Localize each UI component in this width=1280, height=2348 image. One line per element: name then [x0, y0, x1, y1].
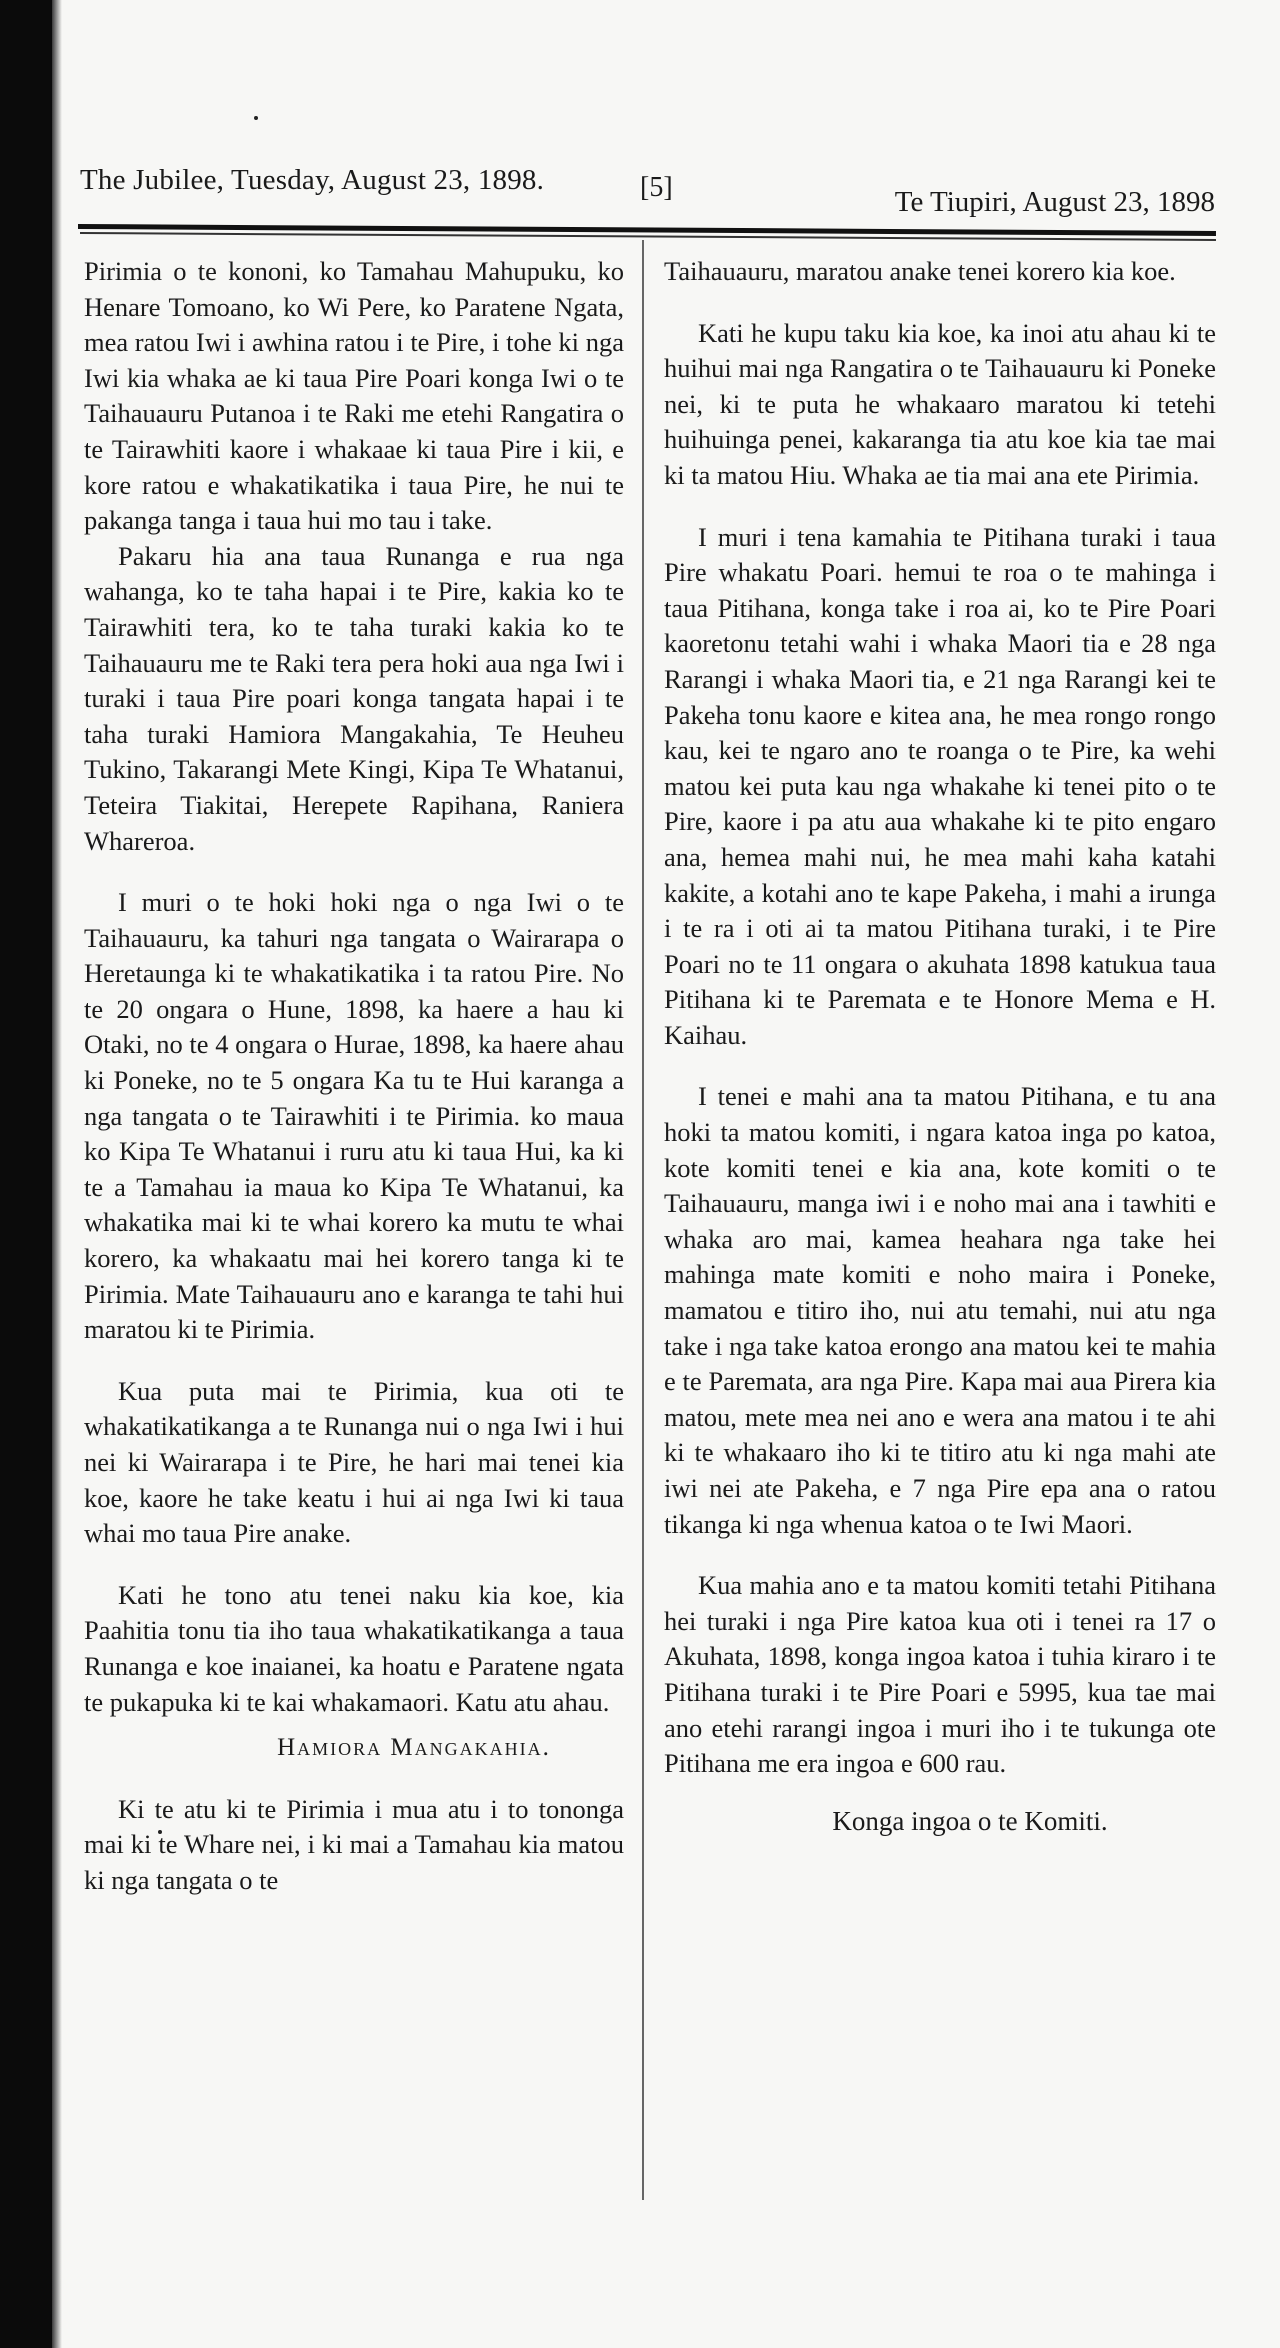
header-maori-title: Te Tiupiri, August 23, 1898 [894, 186, 1215, 218]
signature-line: Hamiora Mangakahia. [277, 1734, 551, 1762]
article-paragraph: Kua puta mai te Pirimia, kua oti te whakatikatikanga a te Runanga nui o nga Iwi i hui nei ki Wairarapa i te Pire, he hari mai tenei kia koe, kaore he take keatu i hui ai nga Iwi ki taua whai mo taua Pire anake. [84, 1375, 624, 1549]
closing-line: Konga ingoa o te Komiti. [832, 1805, 1108, 1836]
article-paragraph: I muri i tena kamahia te Pitihana turaki i taua Pire whakatu Poari. hemui te roa o te mahinga i taua Pitihana, konga take i roa ai, ko te Pire Poari kaoretonu tetahi wahi i whaka Maori tia e 28 nga Rarangi i whaka Maori tia, e 21 nga Rarangi kei te Pakeha tonu kaore e kitea ana, he mea rongo rongo kau, kei te ngaro ano te roanga o te Pire, ka wehi matou kei puta kau nga whakahe ki tenei pito o te Pire, kaore i pa atu aua whakahe ki te pito engaro ana, hemea mahi nui, he mea mahi kaha katahi kakite, a kotahi ano te kape Pakeha, i mahi a irunga i te ra i oti ai ta matou Pitihana turaki, i te Pire Poari no te 11 ongara o akuhata 1898 katukua taua Pitihana ki te Paremata e te Honore Mema e H. Kaihau. [664, 521, 1216, 1050]
header-english-title: The Jubilee, Tuesday, August 23, 1898. [80, 164, 545, 196]
article-paragraph: Pirimia o te kononi, ko Tamahau Mahupuku, ko Henare Tomoano, ko Wi Pere, ko Paratene Ngata, mea ratou Iwi i awhina ratou i te Pire, i tohe ki nga Iwi kia whaka ae ki taua Pire Poari konga Iwi o te Taihauauru Putanoa i te Raki me etehi Rangatira o te Tairawhiti kaore i whakaae ki taua Pire i kii, e kore ratou e whakatikatika i taua Pire, he nui te pakanga tanga i taua hui mo tau i take. [84, 256, 624, 536]
left-column [84, 254, 624, 1899]
article-paragraph: I muri o te hoki hoki nga o nga Iwi o te Taihauauru, ka tahuri nga tangata o Wairarapa o Heretaunga ki te whakatikatika i ta ratou Pire. No te 20 ongara o Hune, 1898, ka haere a hau ki Otaki, no te 4 ongara o Hurae, 1898, ka haere ahau ki Poneke, no te 5 ongara Ka tu te Hui karanga a nga tangata o te Tairawhiti i te Pirimia. ko maua ko Kipa Te Whatanui i ruru atu ki taua Hui, ka ki te a Tamahau ia maua ko Kipa Te Whatanui, ka whakatika mai ki te whai korero ka mutu te whai korero, ka whakaatu mai hei korero tanga ki te Pirimia. Mate Taihauauru ano e karanga te tahi hui maratou ki te Pirimia. [84, 887, 624, 1345]
article-paragraph: Taihauauru, maratou anake tenei korero kia koe. [664, 256, 1176, 286]
article-paragraph: Kati he kupu taku kia koe, ka inoi atu ahau ki te huihui mai nga Rangatira o te Taihauauru ki Poneke nei, ki te puta he whakaaro maratou ki tetehi huihuinga penei, kakaranga tia atu koe kia tae mai ki ta matou Hiu. Whaka ae tia mai ana ete Pirimia. [664, 317, 1216, 490]
print-speck [254, 116, 258, 120]
binding-shadow [52, 0, 62, 2348]
column-divider [642, 240, 644, 2200]
article-paragraph: Kua mahia ano e ta matou komiti tetahi Pitihana hei turaki i nga Pire katoa kua oti i tenei ra 17 o Akuhata, 1898, konga ingoa katoa i tuhia kiraro i te Pitihana turaki i te Pire Poari e 5995, kua tae mai ano etehi rarangi ingoa i muri iho i te tukunga ote Pitihana me era ingoa e 600 rau. [664, 1570, 1216, 1779]
page-header [80, 148, 1215, 218]
right-column [664, 254, 1216, 1839]
article-paragraph: Kati he tono atu tenei naku kia koe, kia Paahitia tonu tia iho taua whakatikatikanga a taua Runanga e koe inaianei, ka hoatu e Paratene ngata te pukapuka ki te kai whakamaori. Katu atu ahau. [84, 1579, 624, 1717]
binding-edge [0, 0, 52, 2348]
article-paragraph: Ki te atu ki te Pirimia i mua atu i to tononga mai ki te Whare nei, i ki mai a Tamahau kia matou ki nga tangata o te [84, 1793, 624, 1895]
article-paragraph: I tenei e mahi ana ta matou Pitihana, e tu ana hoki ta matou komiti, i ngara katoa inga po katoa, kote komiti tenei e kia ana, kote komiti o te Taihauauru, manga iwi i e noho mai ana i tawhiti e whaka aro mai, kamea heahara nga take hei mahinga mate komiti e noho maira i Poneke, mamatou e titiro iho, nui atu temahi, nui atu nga take i nga take katoa erongo ana matou kei te mahia e te Paremata, ara nga Pire. Kapa mai aua Pirera kia matou, mete mea nei ano e wera ana matou i te ahi ki te whakaaro iho ki te titiro atu ki nga mahi ate iwi nei ate Pakeha, e 7 nga Pire epa ana o ratou tikanga ki nga whenua katoa o te Iwi Maori. [664, 1081, 1216, 1539]
page-number: [5] [640, 172, 673, 203]
article-paragraph: Pakaru hia ana taua Runanga e rua nga wahanga, ko te taha hapai i te Pire, kakia ko te Tairawhiti tera, ko te taha turaki kakia ko te Taihauauru me te Raki tera pera hoki aua nga Iwi i turaki i taua Pire poari konga tangata hapai i te taha turaki Hamiora Mangakahia, Te Heuheu Tukino, Takarangi Mete Kingi, Kipa Te Whatanui, Teteira Tiakitai, Herepete Rapihana, Raniera Whareroa. [84, 540, 624, 856]
